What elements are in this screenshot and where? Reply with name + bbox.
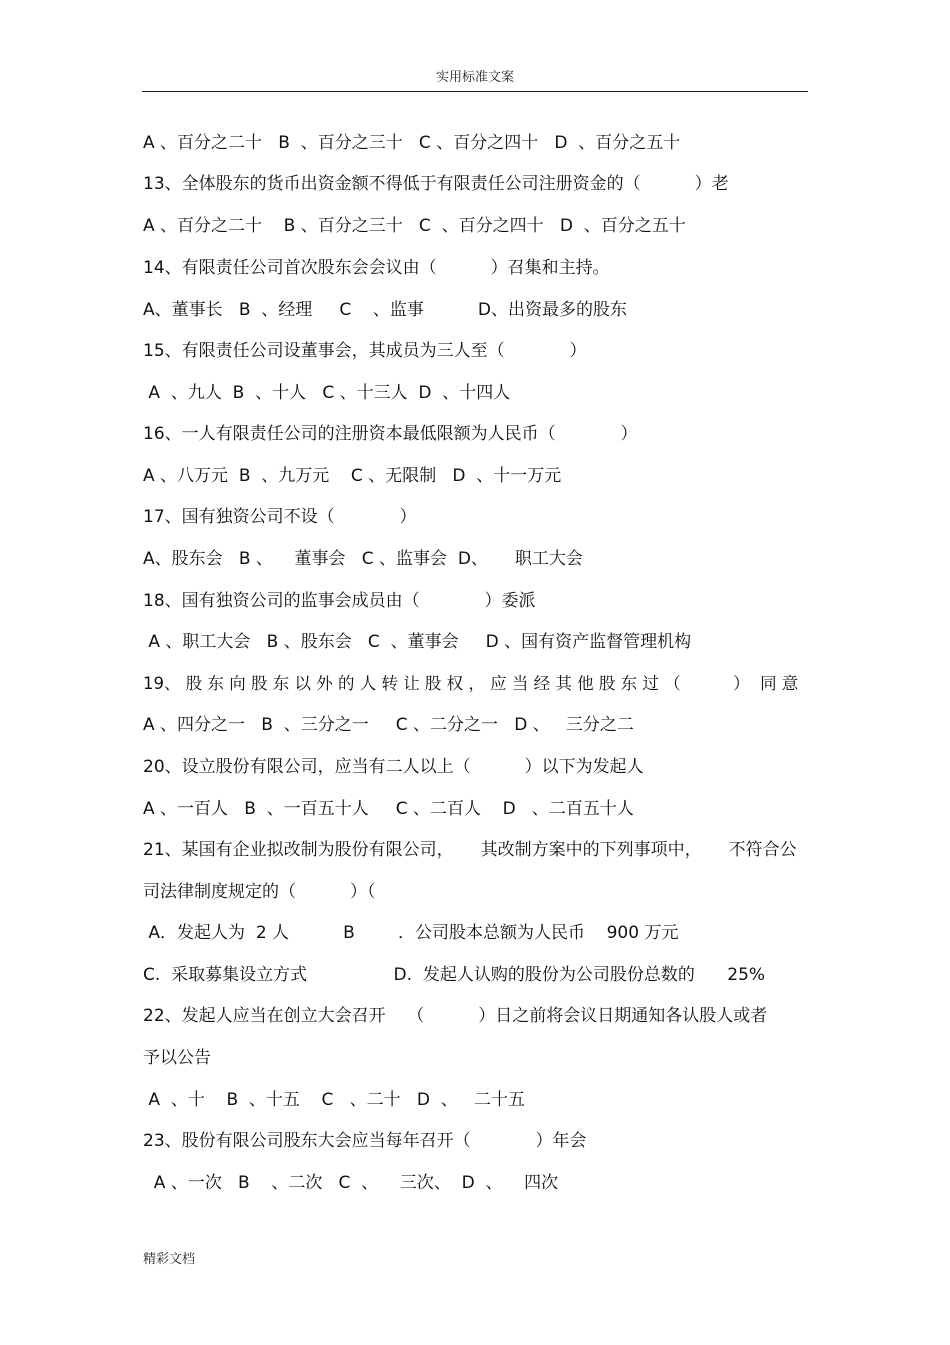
options-13: A 、百分之二十 B 、百分之三十 C 、百分之四十 D 、百分之五十 <box>143 216 686 236</box>
text-line-options-12: A 、百分之二十 B 、百分之三十 C 、百分之四十 D 、百分之五十 <box>143 133 681 153</box>
question-21: 21、某国有企业拟改制为股份有限公司， 其改制方案中的下列事项中， 不符合公 <box>143 840 797 860</box>
options-23: A 、一次 B 、二次 C 、 三次、 D 、 四次 <box>143 1173 559 1193</box>
options-22: A 、十 B 、十五 C 、二十 D 、 二十五 <box>143 1090 525 1110</box>
question-19: 19、 股 东 向 股 东 以 外 的 人 转 让 股 权 ， 应 当 经 其 他 股 东 过 （ ） 同 意 <box>143 674 799 693</box>
options-17: A、股东会 B 、 董事会 C 、监事会 D、 职工大会 <box>143 549 583 569</box>
question-23: 23、股份有限公司股东大会应当每年召开（ ）年会 <box>143 1131 587 1151</box>
page-footer: 精彩文档 <box>143 1252 196 1267</box>
question-15: 15、有限责任公司设董事会，其成员为三人至（ ） <box>143 341 587 361</box>
options-14: A、董事长 B 、经理 C 、监事 D、出资最多的股东 <box>143 300 627 320</box>
options-21-cd: C. 采取募集设立方式 D. 发起人认购的股份为公司股份总数的 25% <box>143 965 766 985</box>
question-18: 18、国有独资公司的监事会成员由（ ）委派 <box>143 591 536 611</box>
page-header: 实用标准文案 <box>435 70 514 85</box>
question-21-continued: 司法律制度规定的（ ）（ <box>143 882 376 902</box>
header-rule <box>142 91 808 92</box>
options-18: A 、职工大会 B 、股东会 C 、董事会 D 、国有资产监督管理机构 <box>143 632 692 652</box>
question-16: 16、一人有限责任公司的注册资本最低限额为人民币（ ） <box>143 424 638 444</box>
options-19: A 、四分之一 B 、三分之一 C 、二分之一 D 、 三分之二 <box>143 715 634 735</box>
question-22-continued: 予以公告 <box>143 1048 211 1068</box>
question-17: 17、国有独资公司不设（ ） <box>143 507 417 527</box>
options-15: A 、九人 B 、十人 C 、十三人 D 、十四人 <box>143 383 511 403</box>
options-16: A 、八万元 B 、九万元 C 、无限制 D 、十一万元 <box>143 466 562 486</box>
question-13: 13、全体股东的货币出资金额不得低于有限责任公司注册资金的（ ）老 <box>143 174 729 194</box>
question-20: 20、设立股份有限公司，应当有二人以上（ ）以下为发起人 <box>143 757 644 777</box>
question-14: 14、有限责任公司首次股东会会议由（ ）召集和主持。 <box>143 258 610 278</box>
options-20: A 、一百人 B 、一百五十人 C 、二百人 D 、二百五十人 <box>143 799 634 819</box>
question-22: 22、发起人应当在创立大会召开 （ ）日之前将会议日期通知各认股人或者 <box>143 1006 768 1026</box>
options-21-ab: A．发起人为 2 人 B ．公司股本总额为人民币 900 万元 <box>143 923 679 943</box>
